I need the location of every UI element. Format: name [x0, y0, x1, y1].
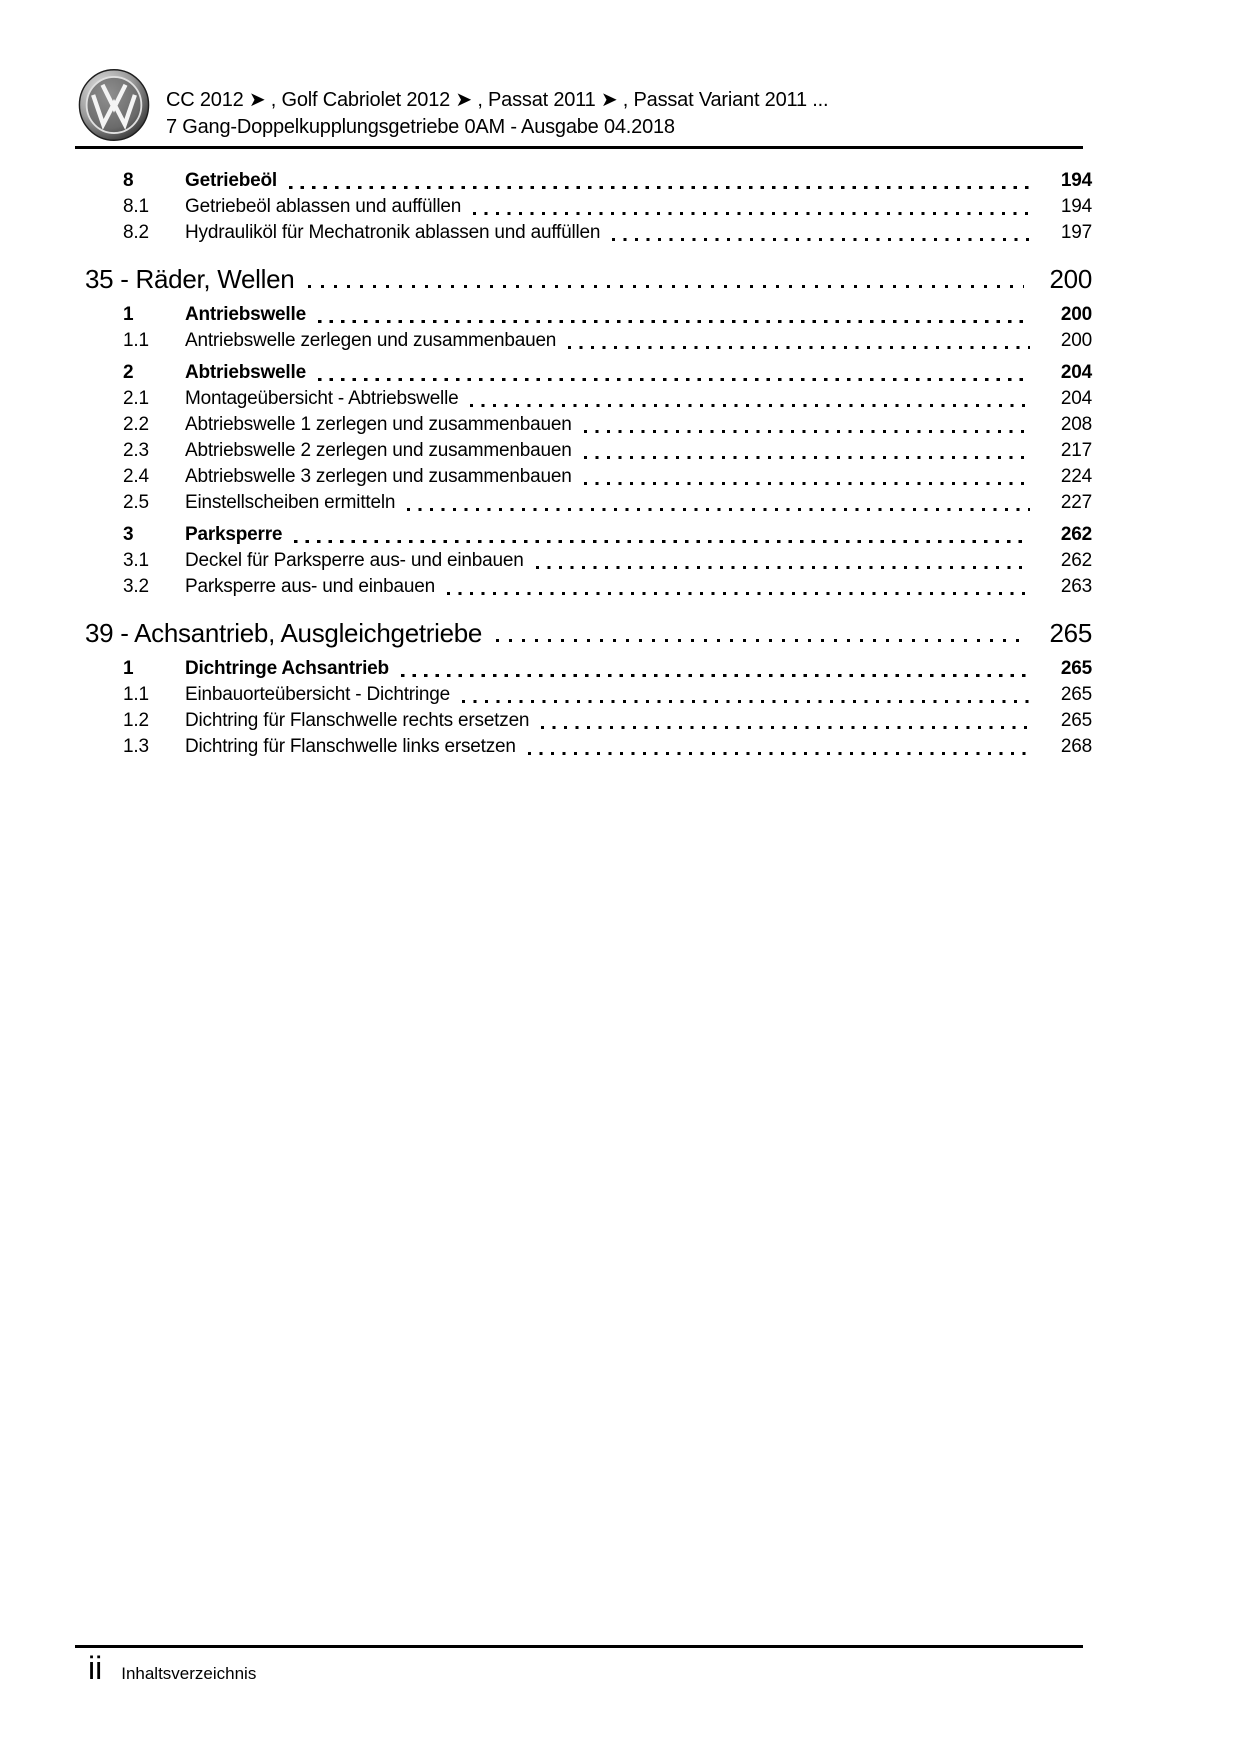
entry-title: Einbauorteübersicht - Dichtringe: [185, 684, 451, 705]
entry-number: 2: [123, 362, 134, 383]
toc-entry: [0, 360, 1092, 386]
entry-title: Montageübersicht - Abtriebswelle: [185, 388, 459, 409]
entry-page-number: 194: [1060, 170, 1092, 191]
leader-dots: [401, 674, 1030, 678]
entry-number: 8.1: [123, 196, 149, 217]
entry-number: 2.1: [123, 388, 149, 409]
entry-title: Antriebswelle zerlegen und zusammenbauen: [185, 330, 557, 351]
leader-dots: [318, 320, 1030, 324]
entry-title: Parksperre aus- und einbauen: [185, 576, 436, 597]
toc-entry: [0, 574, 1092, 600]
entry-title: Abtriebswelle: [185, 362, 306, 383]
entry-page-number: 265: [1060, 684, 1092, 705]
header-edition-line: 7 Gang-Doppelkupplungsgetriebe 0AM - Ausgabe 04.2018: [166, 116, 675, 138]
entry-number: 1: [123, 658, 134, 679]
toc-entry: [0, 386, 1092, 412]
leader-dots: [308, 285, 1024, 288]
entry-page-number: 263: [1060, 576, 1092, 597]
entry-number: 1: [123, 304, 134, 325]
entry-title: Abtriebswelle 3 zerlegen und zusammenbauen: [185, 466, 572, 487]
toc-entry: [0, 194, 1092, 220]
footer-divider: [75, 1645, 1083, 1648]
leader-dots: [294, 540, 1030, 544]
leader-dots: [612, 238, 1030, 241]
leader-dots: [536, 566, 1030, 569]
toc-entry: [0, 656, 1092, 682]
entry-title: Einstellscheiben ermitteln: [185, 492, 396, 513]
toc-entry: [0, 548, 1092, 574]
leader-dots: [568, 346, 1030, 349]
toc-entry: [0, 464, 1092, 490]
entry-title: Dichtring für Flanschwelle links ersetzen: [185, 736, 516, 757]
entry-number: 8: [123, 170, 134, 191]
entry-number: 1.1: [123, 330, 149, 351]
entry-number: 3: [123, 524, 134, 545]
entry-number: 3.2: [123, 576, 149, 597]
entry-page-number: 197: [1060, 222, 1092, 243]
leader-dots: [473, 212, 1030, 215]
entry-number: 2.5: [123, 492, 149, 513]
entry-number: 1.1: [123, 684, 149, 705]
leader-dots: [318, 378, 1030, 382]
entry-page-number: 208: [1060, 414, 1092, 435]
entry-title: Abtriebswelle 2 zerlegen und zusammenbauen: [185, 440, 572, 461]
toc: [0, 162, 1092, 760]
entry-page-number: 262: [1060, 524, 1092, 545]
entry-title: Getriebeöl: [185, 170, 277, 191]
leader-dots: [496, 639, 1024, 642]
entry-title: Antriebswelle: [185, 304, 306, 325]
toc-entry: [0, 682, 1092, 708]
toc-entry: [0, 412, 1092, 438]
toc-section-heading: [0, 616, 1092, 650]
entry-number: 1.2: [123, 710, 149, 731]
toc-entry: [0, 328, 1092, 354]
entry-page-number: 200: [1060, 304, 1092, 325]
toc-entry: [0, 490, 1092, 516]
leader-dots: [447, 592, 1030, 595]
entry-page-number: 224: [1060, 466, 1092, 487]
leader-dots: [462, 700, 1030, 703]
entry-page-number: 217: [1060, 440, 1092, 461]
vw-logo-icon: [78, 68, 150, 142]
entry-number: 3.1: [123, 550, 149, 571]
toc-entry: [0, 302, 1092, 328]
entry-title: Hydrauliköl für Mechatronik ablassen und auffüllen: [185, 222, 601, 243]
section-page-number: 265: [1049, 618, 1092, 648]
footer-label: Inhaltsverzeichnis: [121, 1664, 257, 1683]
entry-title: Deckel für Parksperre aus- und einbauen: [185, 550, 524, 571]
toc-section-heading: [0, 262, 1092, 296]
toc-entry: [0, 708, 1092, 734]
footer-page-number: ii: [88, 1650, 103, 1686]
header-divider: [75, 146, 1083, 149]
entry-number: 1.3: [123, 736, 149, 757]
section-heading-label: 35 - Räder, Wellen: [85, 264, 295, 294]
leader-dots: [584, 430, 1030, 433]
page-header: [78, 68, 828, 142]
leader-dots: [528, 752, 1030, 755]
toc-entry: [0, 438, 1092, 464]
entry-number: 2.3: [123, 440, 149, 461]
leader-dots: [470, 404, 1030, 407]
entry-page-number: 194: [1060, 196, 1092, 217]
entry-title: Abtriebswelle 1 zerlegen und zusammenbauen: [185, 414, 572, 435]
entry-page-number: 268: [1060, 736, 1092, 757]
entry-page-number: 262: [1060, 550, 1092, 571]
toc-entry: [0, 734, 1092, 760]
toc-entry: [0, 168, 1092, 194]
entry-page-number: 204: [1060, 388, 1092, 409]
header-model-line: CC 2012 ➤ , Golf Cabriolet 2012 ➤ , Passat 2011 ➤ , Passat Variant 2011 ...: [166, 89, 829, 111]
entry-number: 2.2: [123, 414, 149, 435]
toc-entry: [0, 522, 1092, 548]
section-heading-label: 39 - Achsantrieb, Ausgleichgetriebe: [85, 618, 483, 648]
leader-dots: [407, 508, 1030, 511]
entry-number: 8.2: [123, 222, 149, 243]
entry-page-number: 204: [1060, 362, 1092, 383]
toc-entry: [0, 220, 1092, 246]
header-text: [166, 87, 828, 141]
entry-title: Parksperre: [185, 524, 283, 545]
entry-title: Getriebeöl ablassen und auffüllen: [185, 196, 462, 217]
page-footer: [88, 1650, 256, 1686]
entry-number: 2.4: [123, 466, 149, 487]
section-page-number: 200: [1049, 264, 1092, 294]
leader-dots: [541, 726, 1030, 729]
entry-page-number: 265: [1060, 658, 1092, 679]
entry-title: Dichtringe Achsantrieb: [185, 658, 389, 679]
leader-dots: [584, 456, 1030, 459]
leader-dots: [584, 482, 1030, 485]
entry-page-number: 227: [1060, 492, 1092, 513]
entry-page-number: 200: [1060, 330, 1092, 351]
entry-page-number: 265: [1060, 710, 1092, 731]
entry-title: Dichtring für Flanschwelle rechts ersetzen: [185, 710, 530, 731]
leader-dots: [289, 186, 1030, 190]
